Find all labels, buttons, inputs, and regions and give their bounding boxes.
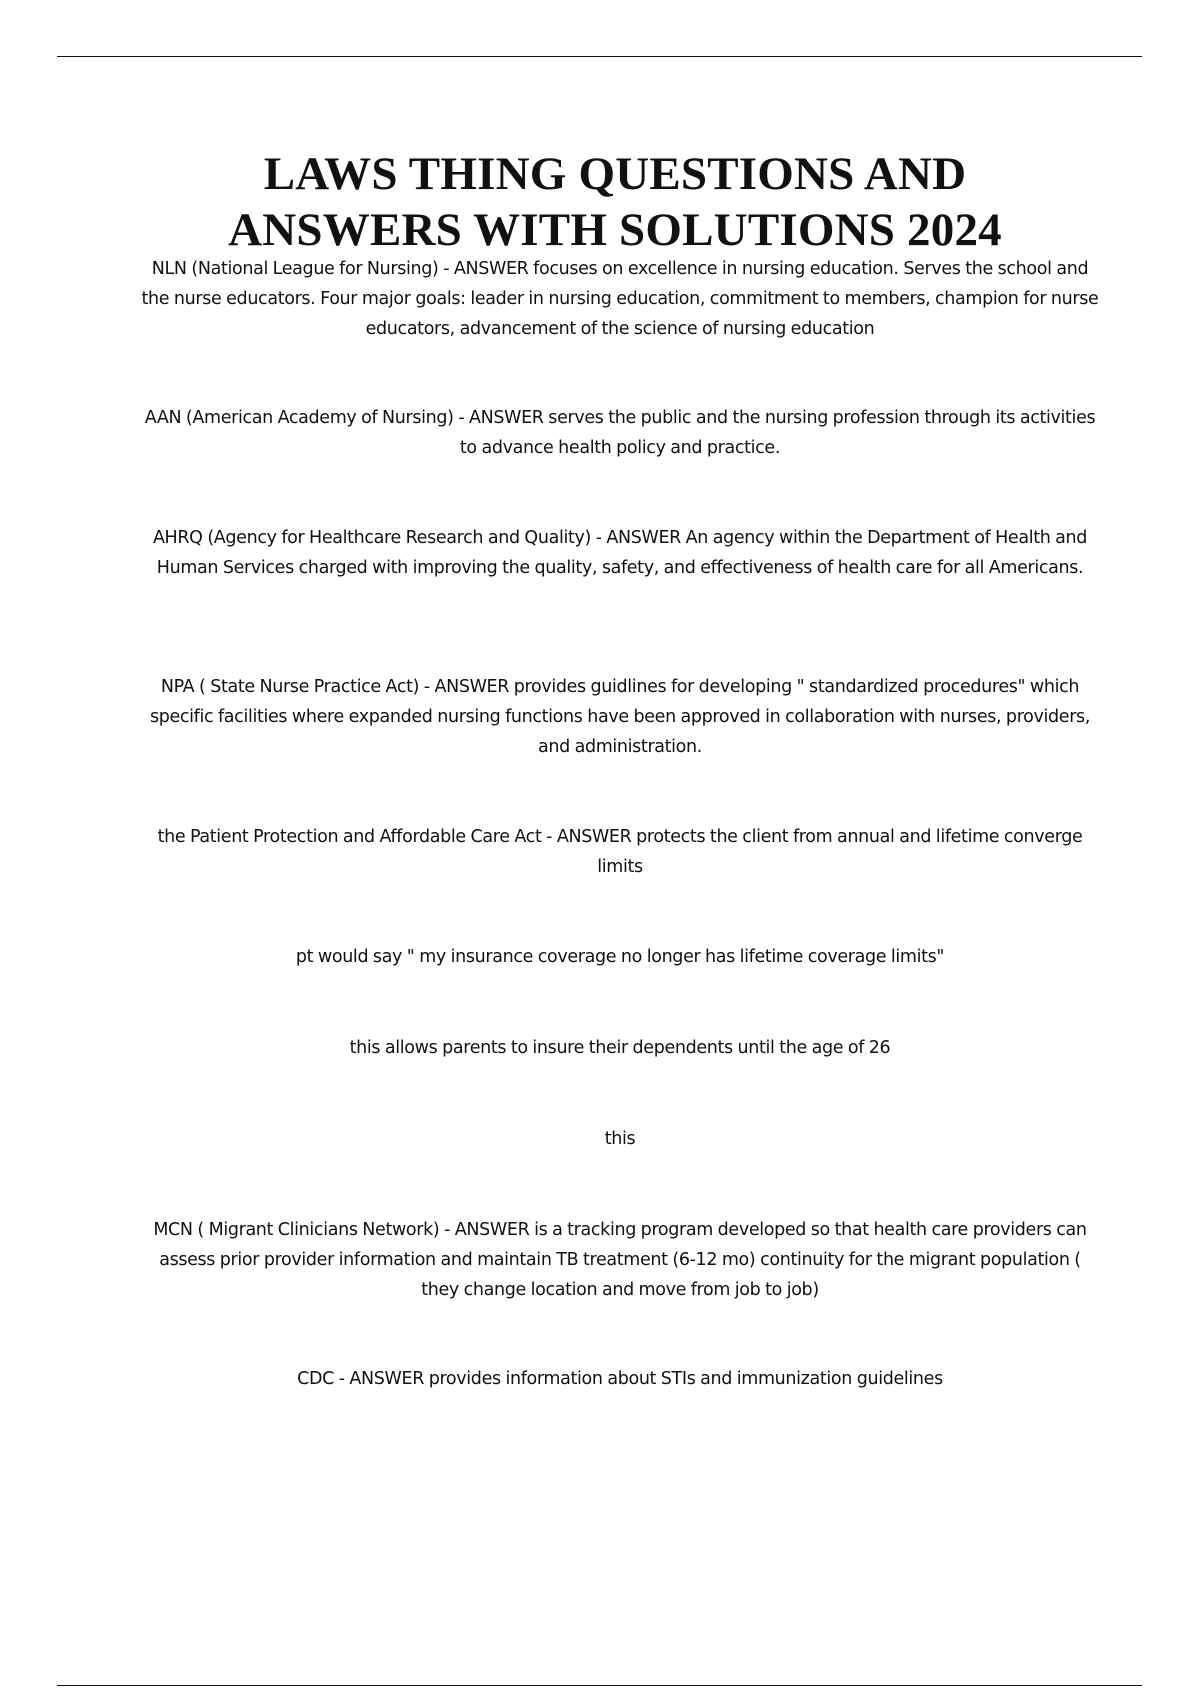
title-line-2: ANSWERS WITH SOLUTIONS 2024 [228,204,1002,256]
entry-aan: AAN (American Academy of Nursing) - ANSWER serves the public and the nursing profession through its activities to advance health policy and practice. [144,408,1096,458]
entry-mcn: MCN ( Migrant Clinicians Network) - ANSWER is a tracking program developed so that health care providers can assess prior provider information and maintain TB treatment (6-12 mo) continuity for the migrant population ( they change location and move from job to job) [153,1220,1087,1300]
title-line-1: LAWS THING QUESTIONS AND [263,148,967,200]
entry-pt-statement: pt would say " my insurance coverage no longer has lifetime coverage limits" [295,947,945,967]
entry-cdc: CDC - ANSWER provides information about STIs and immunization guidelines [297,1369,943,1389]
entry-nln: NLN (National League for Nursing) - ANSWER focuses on excellence in nursing education. Serves the school and the nurse educators. Four major goals: leader in nursing education, commitment to members, champion for nurse educators, advancement of the science of nursing education [141,259,1099,339]
entry-this: this [604,1129,636,1149]
entry-aca: the Patient Protection and Affordable Care Act - ANSWER protects the client from annual and lifetime converge limits [157,827,1083,877]
entry-npa: NPA ( State Nurse Practice Act) - ANSWER provides guidlines for developing " standardized procedures" which specific facilities where expanded nursing functions have been approved in collaboration with nurses, providers, and administration. [149,677,1091,757]
entry-dependents: this allows parents to insure their dependents until the age of 26 [349,1038,891,1058]
entry-ahrq: AHRQ (Agency for Healthcare Research and Quality) - ANSWER An agency within the Department of Health and Human Services charged with improving the quality, safety, and effectiveness of health care for all Americans. [152,528,1088,578]
document-title [120,146,1110,258]
bottom-rule [57,1685,1142,1686]
top-rule [57,56,1142,57]
